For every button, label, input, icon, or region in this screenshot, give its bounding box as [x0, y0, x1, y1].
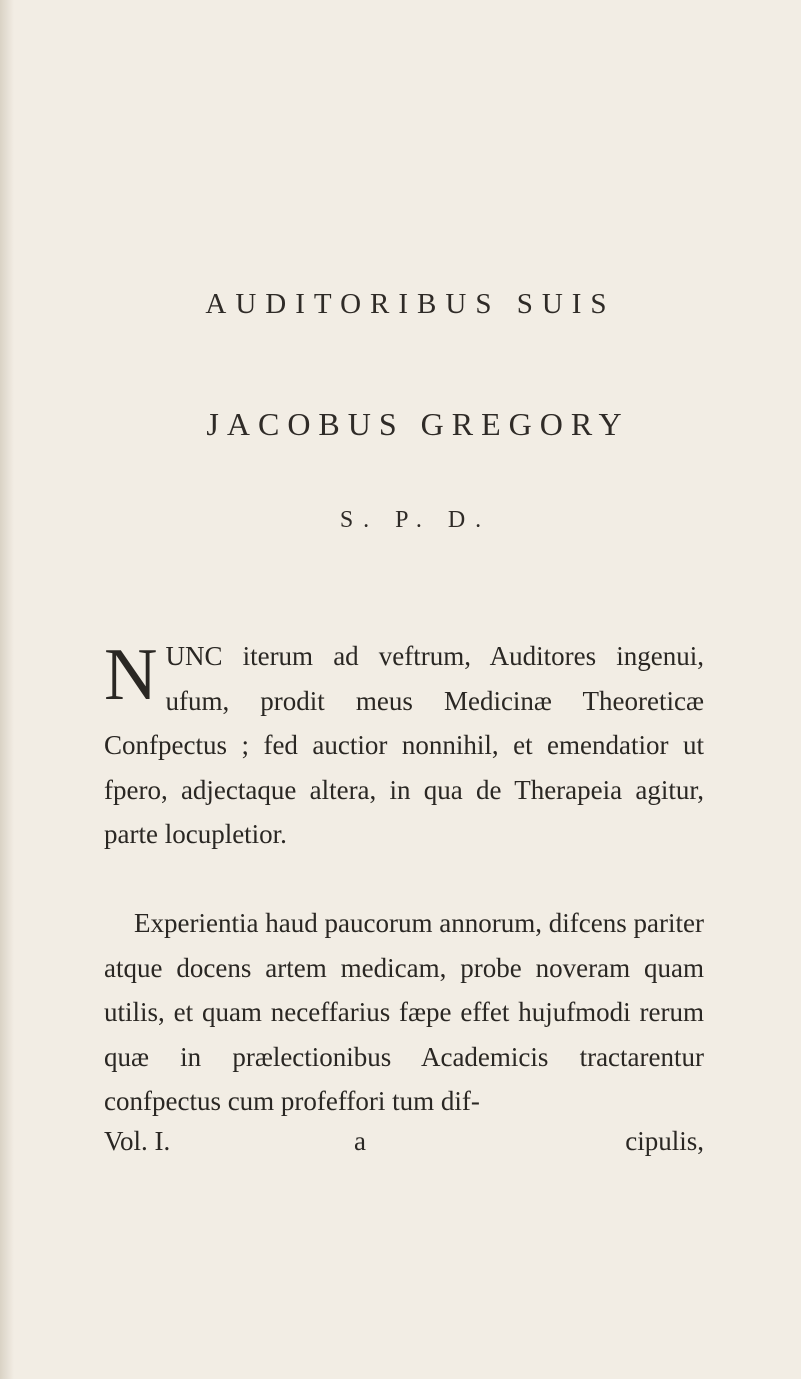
paragraph-1 — [104, 634, 704, 857]
paragraph-1-text: UNC iterum ad veftrum, Auditores ingenui, ufum, prodit meus Medicinæ Theoreticæ Confpectus ; fed auctior nonnihil, et emendatior ut fpero, adjectaque altera, in qua de Therapeia agitur, parte locupletior. — [104, 641, 704, 849]
salutation: S. P. D. — [339, 507, 492, 533]
paragraph-2-text: Experientia haud paucorum annorum, difcens pariter atque docens artem medicam, probe noveram quam utilis, et quam neceffarius fæpe effet hujufmodi rerum quæ in prælectionibus Academicis tractarentur confpectus cum profeffori tum dif- — [104, 908, 704, 1116]
drop-cap: N — [104, 634, 158, 716]
dedication-heading: AUDITORIBUS SUIS — [205, 288, 616, 320]
page-edge-shadow — [0, 0, 14, 1379]
author-heading: JACOBUS GREGORY — [206, 406, 630, 442]
volume-mark: Vol. I. — [104, 1126, 171, 1156]
paragraph-2 — [104, 901, 704, 1124]
signature-mark: a — [354, 1126, 366, 1156]
catchword: cipulis, — [625, 1126, 704, 1156]
